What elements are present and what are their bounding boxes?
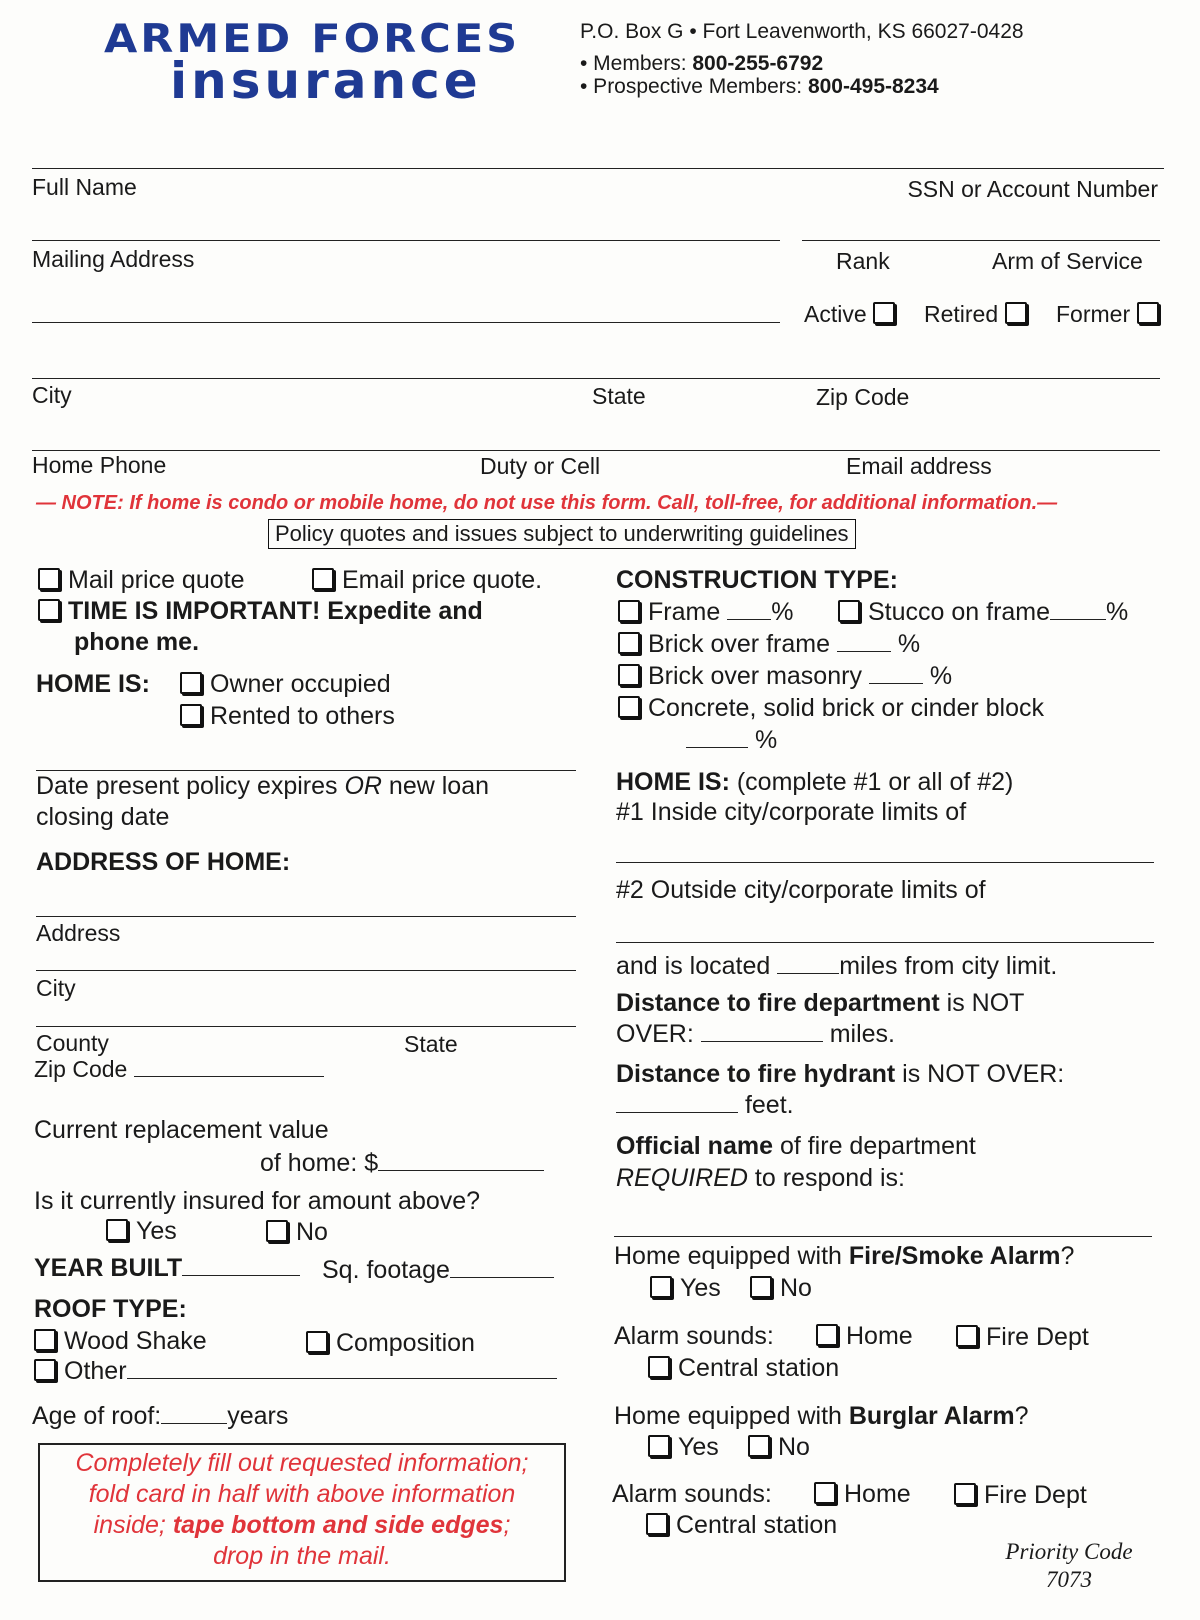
stucco-option[interactable]: Stucco on frame % xyxy=(838,598,1128,627)
divider xyxy=(32,168,1164,169)
former-checkbox[interactable] xyxy=(1137,302,1159,324)
prospective-phone-line: • Prospective Members: 800-495-8234 xyxy=(580,75,939,98)
home-is-label: HOME IS: xyxy=(36,670,150,698)
burglar-alarm-sounds-label: Alarm sounds: xyxy=(612,1480,772,1508)
members-phone-line: • Members: 800-255-6792 xyxy=(580,52,824,75)
underwriting-box: Policy quotes and issues subject to underwriting guidelines xyxy=(268,519,856,549)
logo-line1: ARMED FORCES xyxy=(104,16,521,62)
condo-note: — NOTE: If home is condo or mobile home, do not use this form. Call, toll-free, for additional information.— xyxy=(36,492,1058,514)
smoke-sounds-fire-dept-option[interactable]: Fire Dept xyxy=(956,1323,1089,1352)
smoke-no-checkbox[interactable] xyxy=(750,1276,772,1298)
hydrant-distance-label: Distance to fire hydrant is NOT OVER: xyxy=(616,1060,1065,1088)
insured-question: Is it currently insured for amount above? xyxy=(34,1187,481,1215)
expedite-option[interactable]: TIME IS IMPORTANT! Expedite and xyxy=(38,597,483,626)
ssn-line[interactable] xyxy=(802,240,1160,241)
priority-code xyxy=(984,1538,1154,1594)
home-city-label: City xyxy=(36,975,76,1001)
brick-frame-checkbox[interactable] xyxy=(618,632,640,654)
smoke-no-option[interactable]: No xyxy=(750,1274,812,1303)
wood-shake-option[interactable]: Wood Shake xyxy=(34,1327,207,1356)
composition-option[interactable]: Composition xyxy=(306,1329,475,1358)
construction-type-label: CONSTRUCTION TYPE: xyxy=(616,566,898,594)
active-checkbox[interactable] xyxy=(873,302,895,324)
burglar-sounds-home-option[interactable]: Home xyxy=(814,1480,911,1509)
mailing-address-label: Mailing Address xyxy=(32,246,195,272)
insured-yes-checkbox[interactable] xyxy=(106,1219,128,1241)
insured-yes-option[interactable]: Yes xyxy=(106,1217,177,1246)
retired-option[interactable]: Retired xyxy=(924,301,1035,328)
arm-of-service-label: Arm of Service xyxy=(992,248,1143,274)
burglar-yes-option[interactable]: Yes xyxy=(648,1433,719,1462)
inside-limits-line[interactable] xyxy=(616,862,1154,863)
insured-no-option[interactable]: No xyxy=(266,1218,328,1247)
rented-checkbox[interactable] xyxy=(180,704,202,726)
rented-option[interactable]: Rented to others xyxy=(180,702,395,731)
date-expires-line[interactable] xyxy=(36,770,576,771)
mailing-address-line[interactable] xyxy=(32,322,780,323)
home-is-limits-label: HOME IS: (complete #1 or all of #2) xyxy=(616,768,1014,796)
burglar-no-checkbox[interactable] xyxy=(748,1435,770,1457)
logo-line2: insurance xyxy=(170,52,482,110)
closing-date-label: closing date xyxy=(36,803,170,831)
date-expires-label: Date present policy expires OR new loan xyxy=(36,772,490,800)
smoke-yes-option[interactable]: Yes xyxy=(650,1274,721,1303)
home-address-label: Address xyxy=(36,920,121,946)
age-of-roof-field[interactable]: Age of roof: years xyxy=(32,1402,289,1430)
smoke-sounds-fire-dept-checkbox[interactable] xyxy=(956,1325,978,1347)
owner-occupied-checkbox[interactable] xyxy=(180,672,202,694)
concrete-option[interactable]: Concrete, solid brick or cinder block xyxy=(618,694,1044,723)
former-option[interactable]: Former xyxy=(1056,301,1167,328)
burglar-sounds-central-option[interactable]: Central station xyxy=(646,1511,837,1540)
home-county-line[interactable] xyxy=(36,1026,576,1027)
burglar-yes-checkbox[interactable] xyxy=(648,1435,670,1457)
home-zip-field[interactable]: Zip Code xyxy=(34,1056,324,1083)
sq-footage-field[interactable]: Sq. footage xyxy=(322,1256,554,1285)
mail-quote-option[interactable]: Mail price quote xyxy=(38,566,244,595)
phone-line[interactable] xyxy=(32,450,1160,451)
priority-code-label: Priority Code xyxy=(1005,1539,1133,1564)
burglar-alarm-question: Home equipped with Burglar Alarm? xyxy=(614,1402,1029,1430)
state-label: State xyxy=(592,383,646,409)
official-name-label: Official name of fire department xyxy=(616,1132,976,1160)
smoke-sounds-central-checkbox[interactable] xyxy=(648,1356,670,1378)
fire-dept-name-line[interactable] xyxy=(614,1236,1152,1237)
home-state-label: State xyxy=(404,1031,458,1057)
address-of-home-label: ADDRESS OF HOME: xyxy=(36,848,291,876)
smoke-alarm-sounds-label: Alarm sounds: xyxy=(614,1322,774,1350)
replacement-label: Current replacement value xyxy=(34,1116,329,1144)
fire-dept-distance-field[interactable]: OVER: miles. xyxy=(616,1020,895,1048)
city-line[interactable] xyxy=(32,378,1160,379)
concrete-pct-field[interactable]: % xyxy=(686,726,777,755)
required-label: REQUIRED to respond is: xyxy=(616,1164,905,1192)
replacement-value-field[interactable]: of home: $ xyxy=(260,1149,544,1178)
outside-limits-line[interactable] xyxy=(616,942,1154,943)
zip-label: Zip Code xyxy=(816,384,910,410)
instruction-line2: fold card in half with above information xyxy=(88,1480,516,1508)
smoke-alarm-question: Home equipped with Fire/Smoke Alarm? xyxy=(614,1242,1075,1270)
composition-checkbox[interactable] xyxy=(306,1331,328,1353)
priority-code-value: 7073 xyxy=(1046,1567,1092,1592)
smoke-yes-checkbox[interactable] xyxy=(650,1276,672,1298)
rank-label: Rank xyxy=(836,248,890,274)
stucco-checkbox[interactable] xyxy=(838,600,860,622)
roof-type-label: ROOF TYPE: xyxy=(34,1295,187,1323)
owner-occupied-option[interactable]: Owner occupied xyxy=(180,670,391,699)
home-county-label: County xyxy=(36,1030,109,1056)
frame-checkbox[interactable] xyxy=(618,600,640,622)
burglar-sounds-fire-dept-option[interactable]: Fire Dept xyxy=(954,1481,1087,1510)
instruction-line1: Completely fill out requested information; xyxy=(75,1449,529,1477)
concrete-checkbox[interactable] xyxy=(618,696,640,718)
smoke-sounds-home-checkbox[interactable] xyxy=(816,1324,838,1346)
email-quote-checkbox[interactable] xyxy=(312,568,334,590)
expedite-line2: phone me. xyxy=(74,628,200,656)
home-address-line[interactable] xyxy=(36,916,576,917)
miles-from-city-field[interactable]: and is located miles from city limit. xyxy=(616,952,1058,980)
city-label: City xyxy=(32,382,72,408)
burglar-sounds-home-checkbox[interactable] xyxy=(814,1482,836,1504)
inside-limits-label: #1 Inside city/corporate limits of xyxy=(616,798,967,826)
instruction-line3: inside; tape bottom and side edges; xyxy=(93,1511,511,1539)
active-option[interactable]: Active xyxy=(804,301,903,328)
instruction-box xyxy=(38,1443,566,1582)
brick-frame-option[interactable]: Brick over frame % xyxy=(618,630,920,659)
ssn-label: SSN or Account Number xyxy=(907,176,1158,202)
frame-option[interactable]: Frame % xyxy=(618,598,793,627)
home-city-line[interactable] xyxy=(36,970,576,971)
instruction-line4: drop in the mail. xyxy=(213,1542,391,1570)
roof-other-field[interactable]: Other xyxy=(34,1357,557,1386)
year-built-field[interactable]: YEAR BUILT xyxy=(34,1254,300,1283)
smoke-sounds-central-option[interactable]: Central station xyxy=(648,1354,839,1383)
burglar-no-option[interactable]: No xyxy=(748,1433,810,1462)
expedite-checkbox[interactable] xyxy=(38,599,60,621)
company-address: P.O. Box G • Fort Leavenworth, KS 66027-0428 xyxy=(580,20,1024,43)
insured-no-checkbox[interactable] xyxy=(266,1220,288,1242)
home-phone-label: Home Phone xyxy=(32,452,167,478)
burglar-sounds-fire-dept-checkbox[interactable] xyxy=(954,1483,976,1505)
outside-limits-label: #2 Outside city/corporate limits of xyxy=(616,876,986,904)
full-name-line[interactable] xyxy=(32,240,780,241)
hydrant-distance-field[interactable]: feet. xyxy=(616,1091,794,1120)
retired-checkbox[interactable] xyxy=(1005,302,1027,324)
brick-masonry-checkbox[interactable] xyxy=(618,664,640,686)
brick-masonry-option[interactable]: Brick over masonry % xyxy=(618,662,952,691)
burglar-sounds-central-checkbox[interactable] xyxy=(646,1513,668,1535)
smoke-sounds-home-option[interactable]: Home xyxy=(816,1322,913,1351)
roof-other-checkbox[interactable] xyxy=(34,1359,56,1381)
email-label: Email address xyxy=(846,453,992,479)
email-quote-option[interactable]: Email price quote. xyxy=(312,566,542,595)
duty-cell-label: Duty or Cell xyxy=(480,453,601,479)
wood-shake-checkbox[interactable] xyxy=(34,1329,56,1351)
fire-dept-distance-label: Distance to fire department is NOT xyxy=(616,989,1025,1017)
full-name-label: Full Name xyxy=(32,174,137,200)
mail-quote-checkbox[interactable] xyxy=(38,568,60,590)
